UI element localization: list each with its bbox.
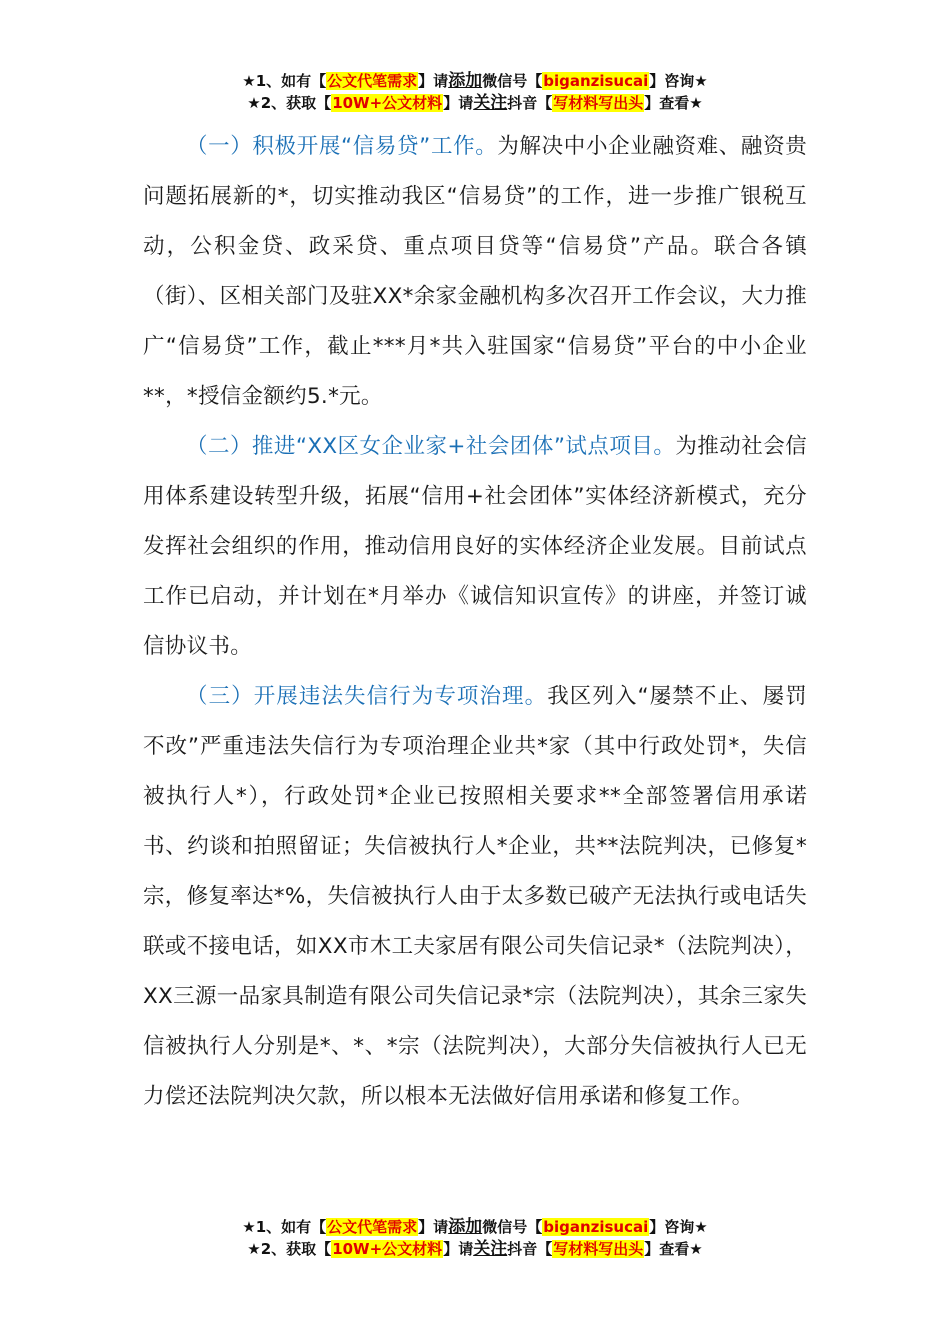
paragraph-heading: （一）积极开展“信易贷”工作。 <box>186 134 498 159</box>
highlight-wechat-id: biganzisucai <box>543 1218 649 1236</box>
paragraph-text: 为推动社会信用体系建设转型升级，拓展“信用+社会团体”实体经济新模式，充分发挥社会组织的作用，推动信用良好的实体经济企业发展。目前试点工作已启动，并计划在*月举办《诚信知识宣传》的讲座，并签订诚信协议书。 <box>143 434 807 659</box>
promo-line-1: ★1、如有【公文代笔需求】请添加微信号【biganzisucai】咨询★ <box>242 1217 708 1237</box>
highlight-douyin-account: 写材料写出头 <box>553 1240 644 1258</box>
top-promo-banner <box>0 70 950 114</box>
promo-line-1: ★1、如有【公文代笔需求】请添加微信号【biganzisucai】咨询★ <box>242 71 708 91</box>
paragraph-2 <box>143 422 807 672</box>
paragraph-text: 为解决中小企业融资难、融资贵问题拓展新的*，切实推动我区“信易贷”的工作，进一步推广银税互动，公积金贷、政采贷、重点项目贷等“信易贷”产品。联合各镇（街）、区相关部门及驻XX*余家金融机构多次召开工作会议，大力推广“信易贷”工作，截止***月*共入驻国家“信易贷”平台的中小企业**，*授信金额约5.*元。 <box>143 134 808 409</box>
highlight-service: 公文代笔需求 <box>327 72 418 90</box>
bottom-promo-banner <box>0 1216 950 1260</box>
document-body <box>143 122 807 1122</box>
paragraph-1 <box>143 122 807 422</box>
promo-line-2: ★2、获取【10W+公文材料】请关注抖音【写材料写出头】查看★ <box>247 93 703 113</box>
highlight-douyin-account: 写材料写出头 <box>553 94 644 112</box>
highlight-materials: 10W+公文材料 <box>332 1240 443 1258</box>
highlight-wechat-id: biganzisucai <box>543 72 649 90</box>
highlight-service: 公文代笔需求 <box>327 1218 418 1236</box>
paragraph-3 <box>143 672 807 1122</box>
paragraph-text: 我区列入“屡禁不止、屡罚不改”严重违法失信行为专项治理企业共*家（其中行政处罚*，失信被执行人*），行政处罚*企业已按照相关要求**全部签署信用承诺书、约谈和拍照留证；失信被执行人*企业，共**法院判决，已修复*宗，修复率达*%，失信被执行人由于太多数已破产无法执行或电话失联或不接电话，如XX市木工夫家居有限公司失信记录*（法院判决），XX三源一品家具制造有限公司失信记录*宗（法院判决），其余三家失信被执行人分别是*、*、*宗（法院判决），大部分失信被执行人已无力偿还法院判决欠款，所以根本无法做好信用承诺和修复工作。 <box>143 684 807 1109</box>
promo-line-2: ★2、获取【10W+公文材料】请关注抖音【写材料写出头】查看★ <box>247 1239 703 1259</box>
highlight-materials: 10W+公文材料 <box>332 94 443 112</box>
paragraph-heading: （三）开展违法失信行为专项治理。 <box>186 684 548 709</box>
paragraph-heading: （二）推进“XX区女企业家+社会团体”试点项目。 <box>186 434 676 459</box>
